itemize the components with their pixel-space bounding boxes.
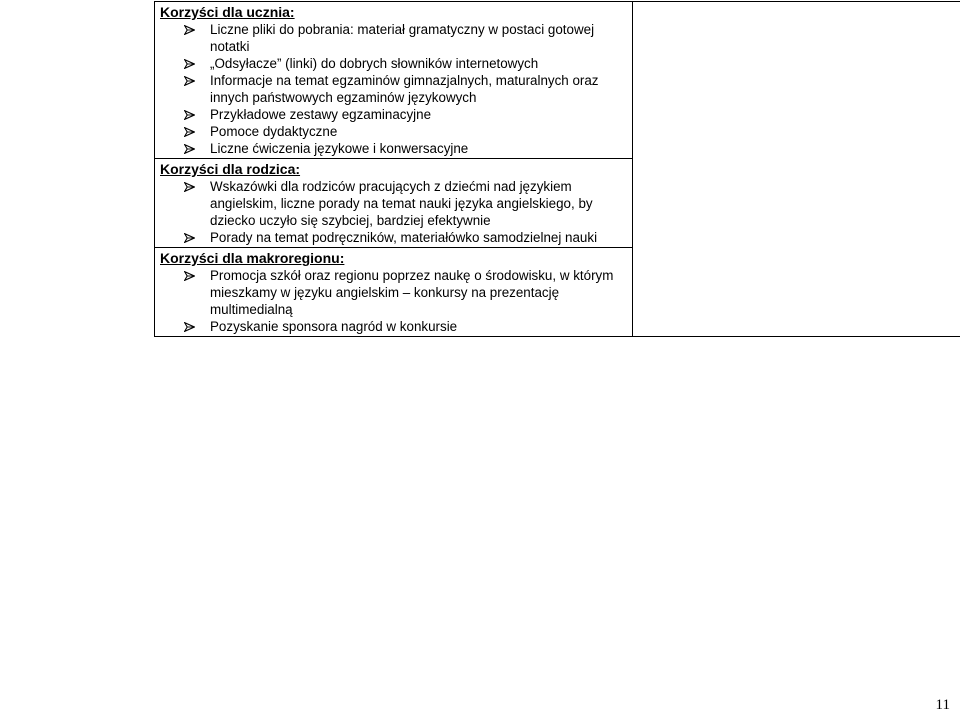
bullet-list [160,178,629,246]
arrowhead-bullet-icon [184,271,195,281]
list-item [160,178,629,229]
arrowhead-bullet-icon [184,127,195,137]
section-title: Korzyści dla rodzica: [160,161,301,177]
section-title: Korzyści dla ucznia: [160,4,295,20]
list-item [160,106,629,123]
list-item [160,55,629,72]
bullet-list [160,21,629,157]
list-item-text: „Odsyłacze” (linki) do dobrych słowników internetowych [210,56,539,71]
list-item-text: Pozyskanie sponsora nagród w konkursie [210,319,458,334]
list-item-text: Przykładowe zestawy egzaminacyjne [210,107,432,122]
arrowhead-bullet-icon [184,144,195,154]
bullet-list [160,267,629,335]
list-item-text: Liczne ćwiczenia językowe i konwersacyjne [210,141,469,156]
arrowhead-bullet-icon [184,25,195,35]
benefits-table [154,1,960,337]
list-item-text: Informacje na temat egzaminów gimnazjalnych, maturalnych oraz innych państwowych egzaminów językowych [210,73,599,105]
benefits-cell-region [155,248,633,337]
list-item [160,21,629,55]
list-item-text: Wskazówki dla rodziców pracujących z dziećmi nad językiem angielskim, liczne porady na temat nauki języka angielskiego, by dziecko uczyło się szybciej, bardziej efektywnie [210,179,593,228]
list-item [160,267,629,318]
benefits-row-student [155,2,960,159]
list-item-text: Promocja szkół oraz regionu poprzez naukę o środowisku, w którym mieszkamy w języku angielskim – konkursy na prezentację multimedialną [210,268,614,317]
section-title: Korzyści dla makroregionu: [160,250,345,266]
list-item [160,318,629,335]
list-item-text: Porady na temat podręczników, materiałówko samodzielnej nauki [210,230,598,245]
list-item [160,229,629,246]
list-item [160,72,629,106]
arrowhead-bullet-icon [184,76,195,86]
list-item [160,123,629,140]
arrowhead-bullet-icon [184,322,195,332]
benefits-cell-student [155,2,633,159]
section-region [155,248,632,336]
arrowhead-bullet-icon [184,59,195,69]
list-item-text: Pomoce dydaktyczne [210,124,338,139]
page-number: 11 [935,697,950,713]
section-student [155,2,632,158]
section-parent [155,159,632,247]
list-item [160,140,629,157]
arrowhead-bullet-icon [184,182,195,192]
arrowhead-bullet-icon [184,233,195,243]
arrowhead-bullet-icon [184,110,195,120]
list-item-text: Liczne pliki do pobrania: materiał gramatyczny w postaci gotowej notatki [210,22,595,54]
empty-side-cell [633,2,960,337]
benefits-cell-parent [155,159,633,248]
